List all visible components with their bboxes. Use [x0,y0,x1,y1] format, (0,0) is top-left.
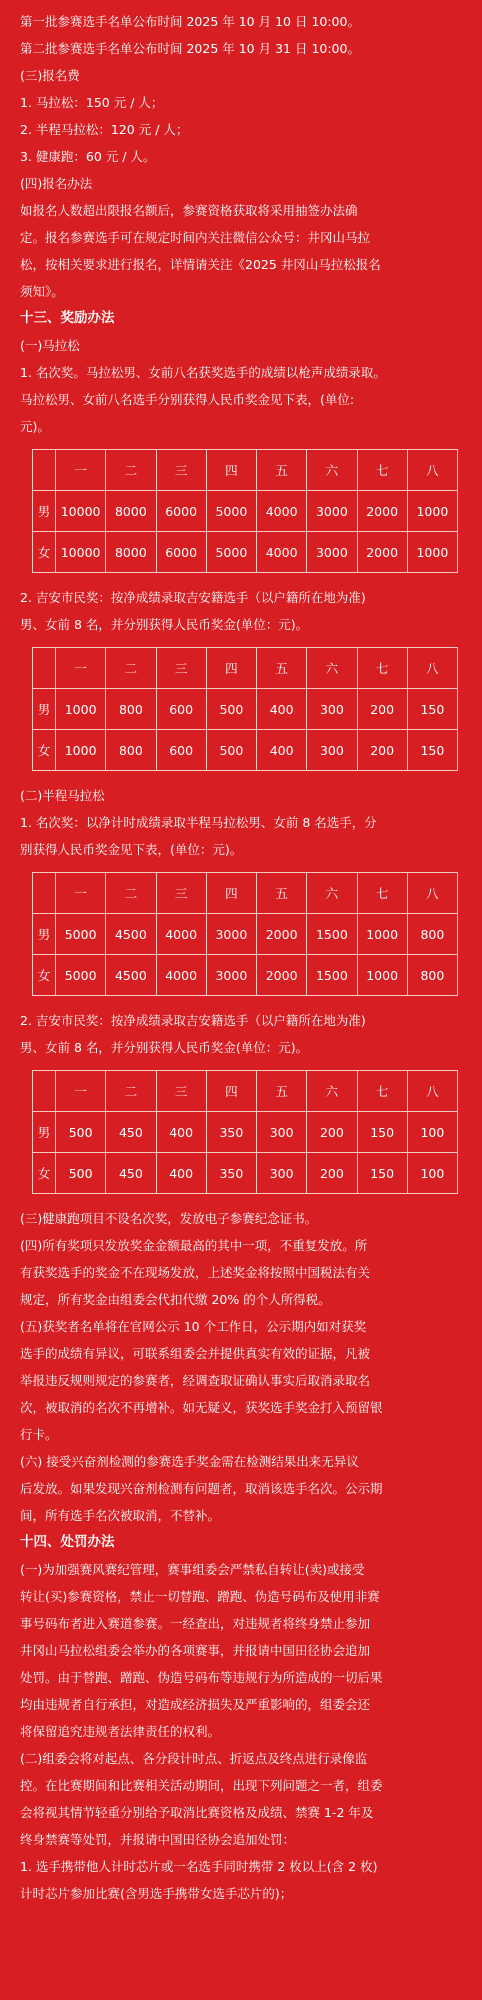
table-header-cell: 五 [257,873,307,914]
table-header-cell: 三 [156,1071,206,1112]
text-line: 元)。 [20,419,50,434]
table-cell: 1000 [357,955,407,996]
table-cell: 500 [56,1153,106,1194]
text-line: 有获奖选手的奖金不在现场发放，上述奖金将按照中国税法有关 [20,1265,371,1280]
table-cell: 5000 [56,914,106,955]
table-header-cell: 一 [56,873,106,914]
table-cell: 2000 [257,914,307,955]
text-line: 间，所有选手名次被取消，不替补。 [20,1508,221,1523]
table-cell: 10000 [56,532,106,573]
table-cell: 6000 [156,532,206,573]
table-cell: 3000 [206,914,256,955]
text-line: (一)为加强赛风赛纪管理，赛事组委会严禁私自转让(卖)或接受 [20,1562,365,1577]
table-cell: 100 [407,1112,457,1153]
table-row [33,689,458,730]
text-line: 举报违反规则规定的参赛者，经调查取证确认事实后取消录取名 [20,1373,371,1388]
text-line: 松，按相关要求进行报名，详情请关注《2025 井冈山马拉松报名 [20,257,381,272]
text-line: 计时芯片参加比赛(含男选手携带女选手芯片的)； [20,1886,293,1901]
table-cell: 400 [257,689,307,730]
table-cell: 400 [156,1153,206,1194]
text-line: 如报名人数超出限报名额后，参赛资格获取将采用抽签办法确 [20,203,358,218]
table-header-row [33,648,458,689]
text-line: 终身禁赛等处罚，并报请中国田径协会追加处罚： [20,1832,296,1847]
table-cell: 1500 [307,955,357,996]
table-cell: 5000 [56,955,106,996]
table-header-cell: 八 [407,873,457,914]
text-line: 将保留追究违规者法律责任的权利。 [20,1724,221,1739]
table-cell: 150 [357,1112,407,1153]
table-cell: 8000 [106,532,156,573]
gender-cell: 女 [33,730,56,771]
table-cell: 1500 [307,914,357,955]
text-line: 男、女前 8 名，并分别获得人民币奖金(单位：元)。 [20,1040,309,1055]
subsection-heading-half-marathon: (二)半程马拉松 [20,788,105,803]
table-cell: 450 [106,1153,156,1194]
table-cell: 200 [307,1153,357,1194]
table-cell: 500 [56,1112,106,1153]
table-header-cell: 二 [106,648,156,689]
section-heading-13: 十三、奖励办法 [20,310,115,326]
table-header-cell: 六 [307,873,357,914]
table-cell: 600 [156,730,206,771]
gender-cell: 男 [33,914,56,955]
table-header-cell: 八 [407,648,457,689]
text-line: (五)获奖者名单将在官网公示 10 个工作日，公示期内如对获奖 [20,1319,367,1334]
table-cell: 400 [257,730,307,771]
text-line: 定。报名参赛选手可在规定时间内关注微信公众号：井冈山马拉 [20,230,371,245]
table-header-cell: 二 [106,873,156,914]
table-header-cell: 二 [106,450,156,491]
table-cell: 1000 [56,689,106,730]
text-line: 均由违规者自行承担，对造成经济损失及严重影响的，组委会还 [20,1697,371,1712]
text-line: 后发放。如果发现兴奋剂检测有问题者，取消该选手名次。公示期 [20,1481,383,1496]
text-line: 事号码布者进入赛道参赛。一经查出，对违规者将终身禁止参加 [20,1616,371,1631]
table-header-row [33,450,458,491]
table-header-cell: 七 [357,648,407,689]
table-row [33,1153,458,1194]
table-row [33,955,458,996]
table-header-row [33,1071,458,1112]
table-header-cell: 三 [156,873,206,914]
table-cell: 1000 [407,491,457,532]
text-line: 第一批参赛选手名单公布时间 2025 年 10 月 10 日 10:00。 [20,14,360,29]
text-line: (六) 接受兴奋剂检测的参赛选手奖金需在检测结果出来无异议 [20,1454,359,1469]
table-cell: 300 [307,689,357,730]
text-line: 规定，所有奖金由组委会代扣代缴 20% 的个人所得税。 [20,1292,331,1307]
table-header-cell: 三 [156,450,206,491]
text-line: 第二批参赛选手名单公布时间 2025 年 10 月 31 日 10:00。 [20,41,360,56]
table-cell: 2000 [257,955,307,996]
table-header-cell: 七 [357,450,407,491]
table-cell: 3000 [307,491,357,532]
gender-cell: 男 [33,491,56,532]
gender-cell: 女 [33,532,56,573]
table-header-cell: 七 [357,1071,407,1112]
gender-cell: 女 [33,955,56,996]
text-line: 1. 名次奖。马拉松男、女前八名获奖选手的成绩以枪声成绩录取。 [20,365,386,380]
table-cell: 5000 [206,491,256,532]
text-line: 次，被取消的名次不再增补。如无疑义，获奖选手奖金打入预留银 [20,1400,383,1415]
table-header-cell: 八 [407,450,457,491]
table-header-cell: 五 [257,450,307,491]
table-header-cell: 四 [206,873,256,914]
text-line: (四)所有奖项只发放奖金金额最高的其中一项，不重复发放。所 [20,1238,368,1253]
table-header-cell: 七 [357,873,407,914]
table-cell: 1000 [357,914,407,955]
text-line: 选手的成绩有异议，可联系组委会并提供真实有效的证据，凡被 [20,1346,371,1361]
table-cell: 350 [206,1153,256,1194]
table-cell: 600 [156,689,206,730]
text-line: (三)健康跑项目不设名次奖，发放电子参赛纪念证书。 [20,1211,318,1226]
table-header-cell: 六 [307,450,357,491]
table-cell: 3000 [206,955,256,996]
table-cell: 300 [257,1153,307,1194]
table-cell: 300 [307,730,357,771]
table-cell: 1000 [56,730,106,771]
table-header-cell: 一 [56,1071,106,1112]
table-header-cell: 五 [257,648,307,689]
table-cell: 800 [407,914,457,955]
prize-table-half-rank [32,872,458,996]
text-line: 2. 吉安市民奖：按净成绩录取吉安籍选手（以户籍所在地为准) [20,1013,366,1028]
text-line: 2. 吉安市民奖：按净成绩录取吉安籍选手（以户籍所在地为准) [20,590,366,605]
table-header-cell: 一 [56,648,106,689]
text-line: 须知》。 [20,284,64,299]
table-cell: 350 [206,1112,256,1153]
table-cell: 4000 [257,491,307,532]
text-line: 处罚。由于替跑、蹭跑、伪造号码布等违规行为所造成的一切后果 [20,1670,383,1685]
subsection-heading-marathon: (一)马拉松 [20,338,80,353]
text-line: (三)报名费 [20,68,80,83]
table-cell: 400 [156,1112,206,1153]
table-cell: 800 [407,955,457,996]
table-cell: 200 [357,730,407,771]
table-row [33,730,458,771]
table-cell: 2000 [357,532,407,573]
table-cell: 4000 [156,955,206,996]
table-corner-cell [33,1071,56,1112]
table-header-cell: 一 [56,450,106,491]
table-cell: 6000 [156,491,206,532]
table-header-cell: 四 [206,450,256,491]
text-line: 井冈山马拉松组委会举办的各项赛事，并报请中国田径协会追加 [20,1643,371,1658]
text-line: 男、女前 8 名，并分别获得人民币奖金(单位：元)。 [20,617,309,632]
table-cell: 10000 [56,491,106,532]
text-line: 转让(买)参赛资格，禁止一切替跑、蹭跑、伪造号码布及使用非赛 [20,1589,380,1604]
prize-table-half-local [32,1070,458,1194]
table-cell: 5000 [206,532,256,573]
gender-cell: 男 [33,689,56,730]
text-line: 行卡。 [20,1427,58,1442]
table-cell: 4500 [106,955,156,996]
penalty-section [20,1556,462,1907]
table-header-cell: 八 [407,1071,457,1112]
table-cell: 3000 [307,532,357,573]
table-cell: 2000 [357,491,407,532]
table-cell: 500 [206,730,256,771]
rules-section [20,1205,462,1529]
text-line: 1. 马拉松：150 元 / 人； [20,95,164,110]
prize-table-marathon-rank [32,449,458,573]
text-line: 3. 健康跑：60 元 / 人。 [20,149,156,164]
table-corner-cell [33,873,56,914]
table-row [33,914,458,955]
table-cell: 200 [307,1112,357,1153]
table-corner-cell [33,648,56,689]
table-header-cell: 六 [307,1071,357,1112]
table-corner-cell [33,450,56,491]
table-header-cell: 五 [257,1071,307,1112]
text-line: 控。在比赛期间和比赛相关活动期间，出现下列问题之一者，组委 [20,1778,383,1793]
table-header-cell: 四 [206,648,256,689]
table-header-cell: 三 [156,648,206,689]
text-line: (二)组委会将对起点、各分段计时点、折返点及终点进行录像监 [20,1751,368,1766]
text-line: 马拉松男、女前八名选手分别获得人民币奖金见下表，(单位: [20,392,355,407]
table-row [33,1112,458,1153]
text-line: (四)报名办法 [20,176,93,191]
registration-section [20,8,462,305]
table-cell: 450 [106,1112,156,1153]
text-line: 别获得人民币奖金见下表，(单位：元)。 [20,842,243,857]
table-cell: 150 [407,730,457,771]
table-cell: 8000 [106,491,156,532]
text-line: 2. 半程马拉松：120 元 / 人； [20,122,189,137]
table-cell: 500 [206,689,256,730]
text-line: 1. 名次奖：以净计时成绩录取半程马拉松男、女前 8 名选手，分 [20,815,377,830]
table-header-cell: 六 [307,648,357,689]
table-cell: 200 [357,689,407,730]
table-row [33,491,458,532]
table-cell: 4500 [106,914,156,955]
text-line: 1. 选手携带他人计时芯片或一名选手同时携带 2 枚以上(含 2 枚) [20,1859,378,1874]
table-cell: 800 [106,730,156,771]
table-cell: 1000 [407,532,457,573]
table-row [33,532,458,573]
table-cell: 4000 [257,532,307,573]
table-cell: 4000 [156,914,206,955]
table-cell: 150 [357,1153,407,1194]
table-header-cell: 四 [206,1071,256,1112]
gender-cell: 女 [33,1153,56,1194]
table-header-cell: 二 [106,1071,156,1112]
table-cell: 100 [407,1153,457,1194]
prize-table-marathon-local [32,647,458,771]
section-heading-14: 十四、处罚办法 [20,1534,115,1550]
table-cell: 800 [106,689,156,730]
table-cell: 150 [407,689,457,730]
gender-cell: 男 [33,1112,56,1153]
text-line: 会将视其情节轻重分别给予取消比赛资格及成绩、禁赛 1-2 年及 [20,1805,374,1820]
table-cell: 300 [257,1112,307,1153]
table-header-row [33,873,458,914]
